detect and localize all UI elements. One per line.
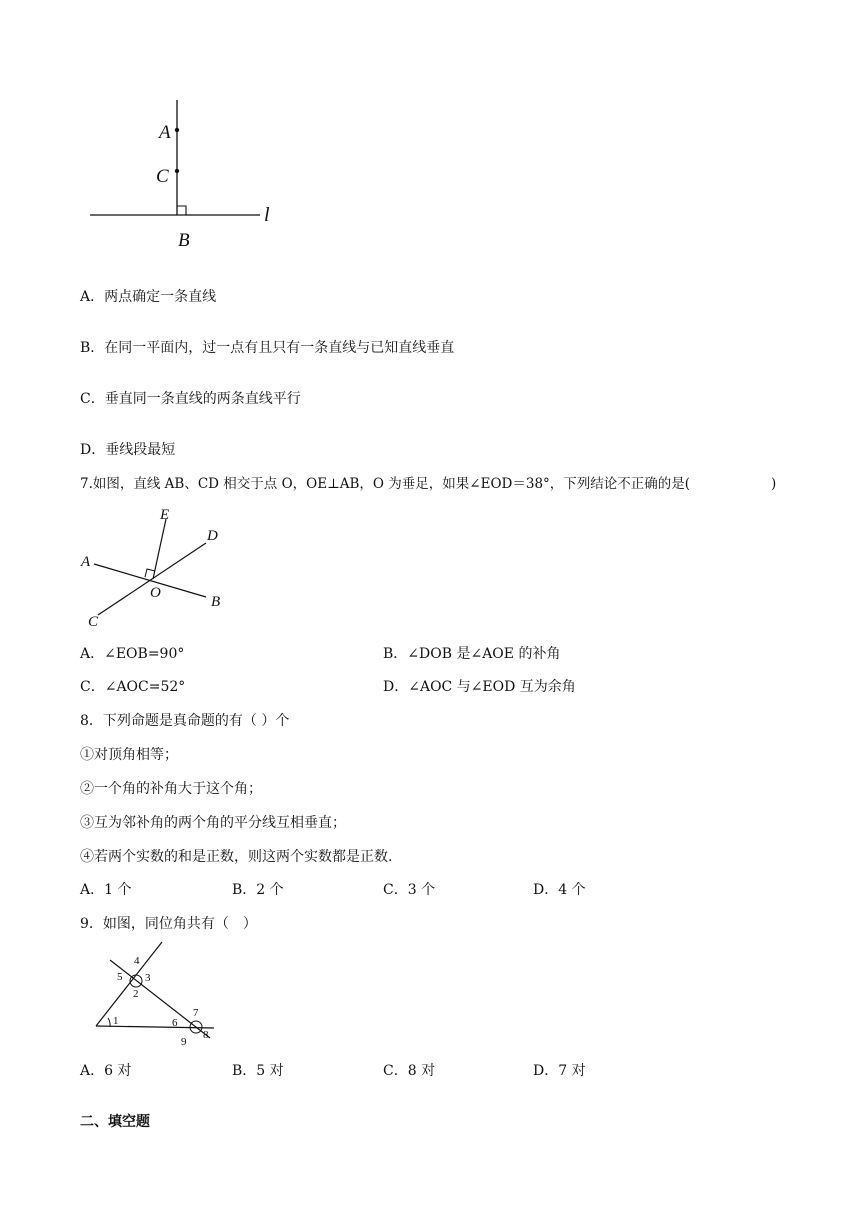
angle-label-4: 4 (134, 955, 140, 967)
angle-label-8: 8 (203, 1029, 209, 1041)
q8-option-c: C．3 个 (383, 882, 436, 898)
figure-perpendicular-line (80, 95, 280, 255)
q8-statement-1: ①对顶角相等； (80, 747, 178, 763)
q7-option-d: D．∠AOC 与∠EOD 互为余角 (383, 679, 576, 695)
q9-option-b: B．5 对 (232, 1063, 284, 1079)
angle-label-7: 7 (193, 1007, 199, 1019)
q8-option-d: D．4 个 (533, 882, 586, 898)
label-A: A (81, 554, 91, 570)
label-B: B (178, 230, 190, 251)
q6-option-b: B．在同一平面内，过一点有且只有一条直线与已知直线垂直 (80, 340, 455, 356)
section-title-fill-in: 二、填空题 (80, 1114, 150, 1130)
q9-option-a: A．6 对 (80, 1063, 132, 1079)
q6-option-c: C．垂直同一条直线的两条直线平行 (80, 391, 301, 407)
angle-label-3: 3 (145, 972, 151, 984)
label-O: O (150, 585, 161, 601)
q8-option-a: A．1 个 (80, 882, 132, 898)
label-B: B (211, 594, 221, 610)
q8-stem: 8．下列命题是真命题的有（ ）个 (80, 713, 290, 729)
angle-label-1: 1 (113, 1015, 119, 1027)
q9-stem: 9．如图，同位角共有（ ） (80, 916, 257, 932)
q6-option-a: A．两点确定一条直线 (80, 289, 217, 305)
q9-option-c: C．8 对 (383, 1063, 436, 1079)
angle-label-2: 2 (133, 988, 139, 1000)
q7-option-a: A．∠EOB=90° (80, 646, 185, 662)
figure-intersecting-lines (78, 503, 248, 633)
label-D: D (207, 528, 218, 544)
label-C: C (156, 166, 169, 187)
q9-option-d: D．7 对 (533, 1063, 586, 1079)
q8-statement-3: ③互为邻补角的两个角的平分线互相垂直； (80, 815, 346, 831)
label-C: C (88, 614, 99, 630)
angle-label-6: 6 (172, 1017, 178, 1029)
angle-label-5: 5 (117, 971, 123, 983)
q8-option-b: B．2 个 (232, 882, 284, 898)
q7-option-c: C．∠AOC=52° (80, 679, 186, 695)
label-E: E (160, 507, 170, 523)
label-A: A (159, 122, 171, 143)
label-l: l (264, 204, 270, 226)
q6-option-d: D．垂线段最短 (80, 442, 176, 458)
figure-triangle-angles (90, 938, 230, 1048)
angle-label-9: 9 (181, 1036, 187, 1048)
q8-statement-2: ②一个角的补角大于这个角； (80, 781, 262, 797)
q7-stem: 7.如图，直线 AB、CD 相交于点 O，OE⊥AB，O 为垂足，如果∠EOD＝38°，下列结论不正确的是( ) (80, 476, 777, 492)
q7-option-b: B．∠DOB 是∠AOE 的补角 (383, 646, 561, 662)
q8-statement-4: ④若两个实数的和是正数，则这两个实数都是正数. (80, 849, 393, 865)
